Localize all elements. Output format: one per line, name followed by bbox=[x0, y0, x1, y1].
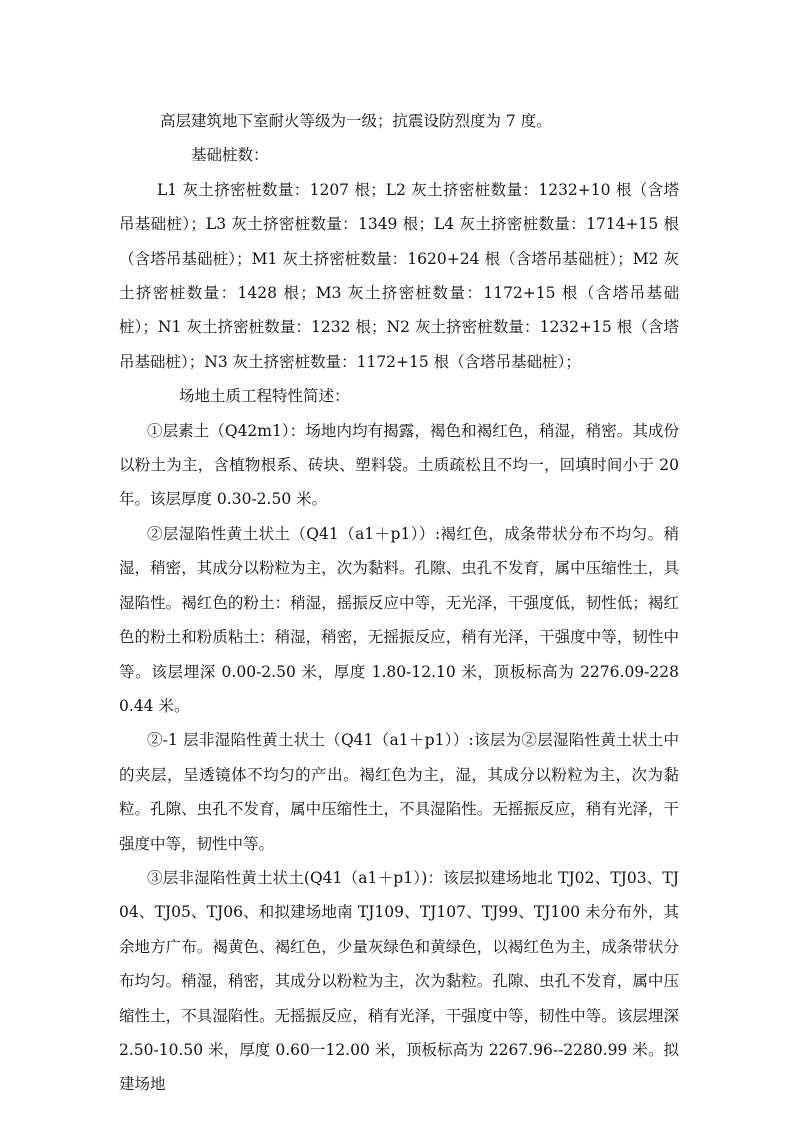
paragraph-layer-2: ②层湿陷性黄土状土（Q41（a1＋p1））:褐红色，成条带状分布不均匀。稍湿，稍密，其成分以粉粒为主，次为黏料。孔隙、虫孔不发育，属中压缩性土，具湿陷性。褐红色的粉土：稍湿，摇振反应中等，无光泽，干强度低，韧性低；褐红色的粉土和粉质粘土：稍湿，稍密，无摇振反应，稍有光泽，干强度中等，韧性中等。该层埋深 0.00-2.50 米，厚度 1.80-12.10 米，顶板标高为 2276.09-2280.44 米。 bbox=[119, 524, 679, 715]
paragraph-fire-rating: 高层建筑地下室耐火等级为一级；抗震设防烈度为 7 度。 bbox=[160, 112, 552, 130]
paragraph-pile-counts: L1 灰土挤密桩数量：1207 根；L2 灰土挤密桩数量：1232+10 根（含塔吊基础桩）；L3 灰土挤密桩数量：1349 根；L4 灰土挤密桩数量：1714+15 根（含塔吊基础桩）；M1 灰土挤密桩数量：1620+24 根（含塔吊基础桩）；M2 灰土挤密桩数量：1428 根；M3 灰土挤密桩数量：1172+15 根（含塔吊基础桩）；N1 灰土挤密桩数量：1232 根；N2 灰土挤密桩数量：1232+15 根（含塔吊基础桩）；N3 灰土挤密桩数量：1172+15 根（含塔吊基础桩）； bbox=[119, 180, 679, 371]
paragraph-layer-2-1: ②-1 层非湿陷性黄土状土（Q41（a1＋p1））:该层为②层湿陷性黄土状土中的夹层，呈透镜体不均匀的产出。褐红色为主，湿，其成分以粉粒为主，次为黏粒。孔隙、虫孔不发育，属中压缩性土，不具湿陷性。无摇振反应，稍有光泽，干强度中等，韧性中等。 bbox=[119, 731, 679, 853]
paragraph-pile-count-heading: 基础桩数： bbox=[191, 146, 269, 165]
paragraph-layer-1: ①层素土（Q42m1）：场地内均有揭露，褐色和褐红色，稍湿，稍密。其成份以粉土为主，含植物根系、砖块、塑料袋。土质疏松且不均一，回填时间小于 20 年。该层厚度 0.30-2.50 米。 bbox=[119, 421, 679, 509]
paragraph-soil-heading: 场地土质工程特性简述： bbox=[179, 387, 350, 406]
paragraph-layer-3: ③层非湿陷性黄土状土(Q41（a1＋p1）)：该层拟建场地北 TJ02、TJ03、TJ04、TJ05、TJ06、和拟建场地南 TJ109、TJ107、TJ99、TJ100 未分布外，其余地方广布。褐黄色、褐红色，少量灰绿色和黄绿色，以褐红色为主，成条带状分布均匀。稍湿，稍密，其成分以粉粒为主，次为黏粒。孔隙、虫孔不发育，属中压缩性土，不具湿陷性。无摇振反应，稍有光泽，干强度中等，韧性中等。该层埋深 2.50-10.50 米，厚度 0.60一12.00 米，顶板标高为 2267.96--2280.99 米。拟建场地 bbox=[119, 868, 679, 1094]
document-body bbox=[119, 104, 679, 1102]
